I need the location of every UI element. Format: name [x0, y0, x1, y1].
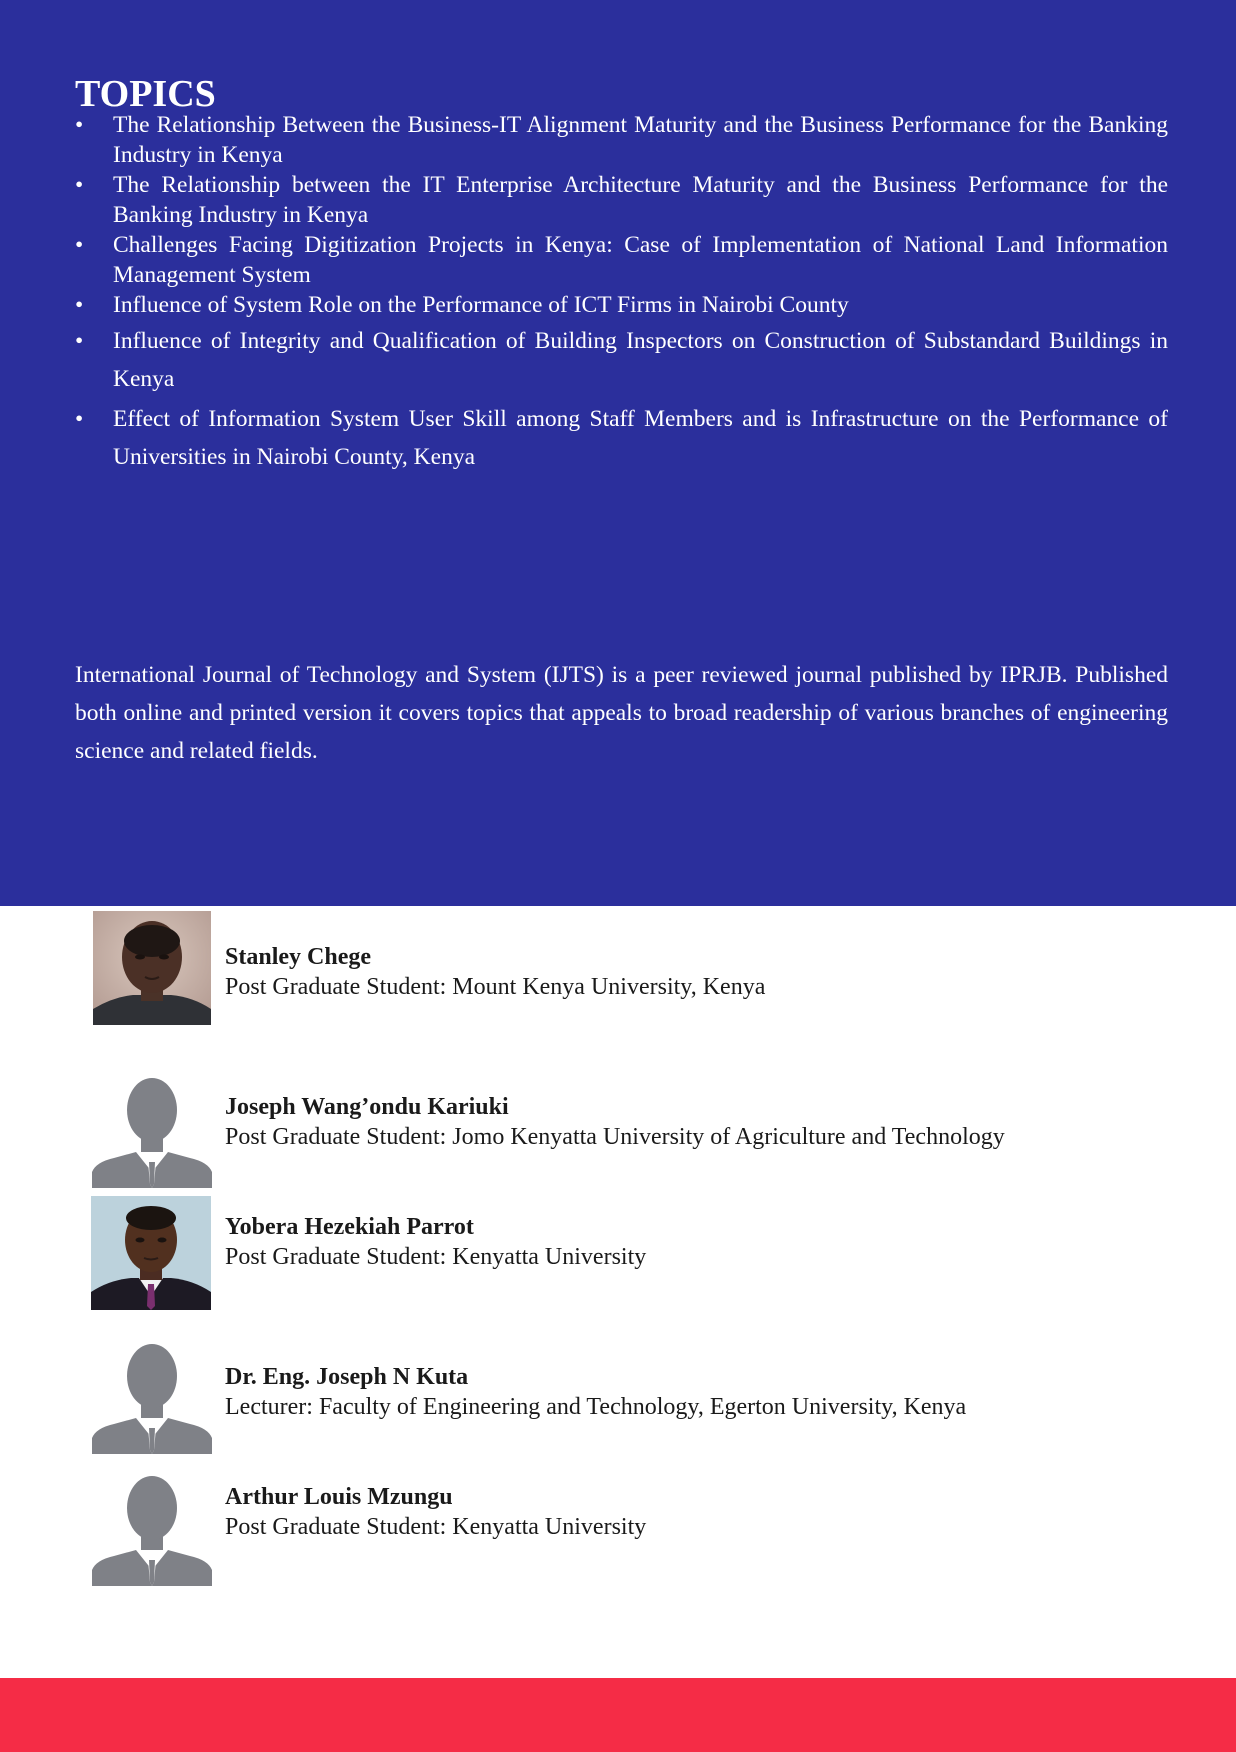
person-silhouette-icon	[92, 1338, 212, 1454]
author-affiliation: Post Graduate Student: Mount Kenya University, Kenya	[225, 974, 766, 1000]
author-affiliation: Post Graduate Student: Kenyatta University	[225, 1244, 647, 1270]
journal-description: International Journal of Technology and System (IJTS) is a peer reviewed journal published by IPRJB. Published both online and printed version it covers topics that appeals to broad readership of various branches of engineering science and related fields.	[75, 662, 1168, 764]
person-silhouette-icon	[92, 1470, 212, 1586]
topic-item	[75, 230, 1168, 290]
bullet-icon: •	[75, 292, 84, 318]
portrait-photo-icon	[93, 911, 211, 1025]
footer-bar	[0, 1678, 1236, 1752]
topic-text: Influence of Integrity and Qualification of Building Inspectors on Construction of Substandard Buildings in Kenya	[113, 328, 1168, 392]
topics-list	[75, 110, 1168, 476]
portrait-photo-icon	[91, 1196, 211, 1310]
author-affiliation: Lecturer: Faculty of Engineering and Technology, Egerton University, Kenya	[225, 1394, 967, 1420]
topic-item	[75, 400, 1168, 476]
topic-text: Effect of Information System User Skill among Staff Members and is Infrastructure on the Performance of Universities in Nairobi County, Kenya	[113, 406, 1168, 470]
bullet-icon: •	[75, 232, 84, 258]
topic-text: The Relationship between the IT Enterprise Architecture Maturity and the Business Performance for the Banking Industry in Kenya	[113, 172, 1168, 228]
bullet-icon: •	[75, 328, 84, 354]
author-name: Arthur Louis Mzungu	[225, 1484, 453, 1510]
author-name: Dr. Eng. Joseph N Kuta	[225, 1364, 469, 1390]
topic-text: Challenges Facing Digitization Projects in Kenya: Case of Implementation of National Land Information Management System	[113, 232, 1168, 288]
person-silhouette-icon	[92, 1072, 212, 1188]
topic-item	[75, 110, 1168, 170]
topic-item	[75, 170, 1168, 230]
author-name: Stanley Chege	[225, 944, 371, 970]
topic-item	[75, 322, 1168, 398]
bullet-icon: •	[75, 172, 84, 198]
author-name: Joseph Wang’ondu Kariuki	[225, 1094, 509, 1120]
topics-heading: TOPICS	[75, 73, 216, 115]
bullet-icon: •	[75, 112, 84, 138]
topic-text: Influence of System Role on the Performance of ICT Firms in Nairobi County	[113, 292, 849, 318]
author-affiliation: Post Graduate Student: Jomo Kenyatta University of Agriculture and Technology	[225, 1124, 1005, 1150]
topic-text: The Relationship Between the Business-IT Alignment Maturity and the Business Performance for the Banking Industry in Kenya	[113, 112, 1168, 168]
author-affiliation: Post Graduate Student: Kenyatta University	[225, 1514, 647, 1540]
author-name: Yobera Hezekiah Parrot	[225, 1214, 474, 1240]
topic-item	[75, 290, 1168, 320]
bullet-icon: •	[75, 406, 84, 432]
